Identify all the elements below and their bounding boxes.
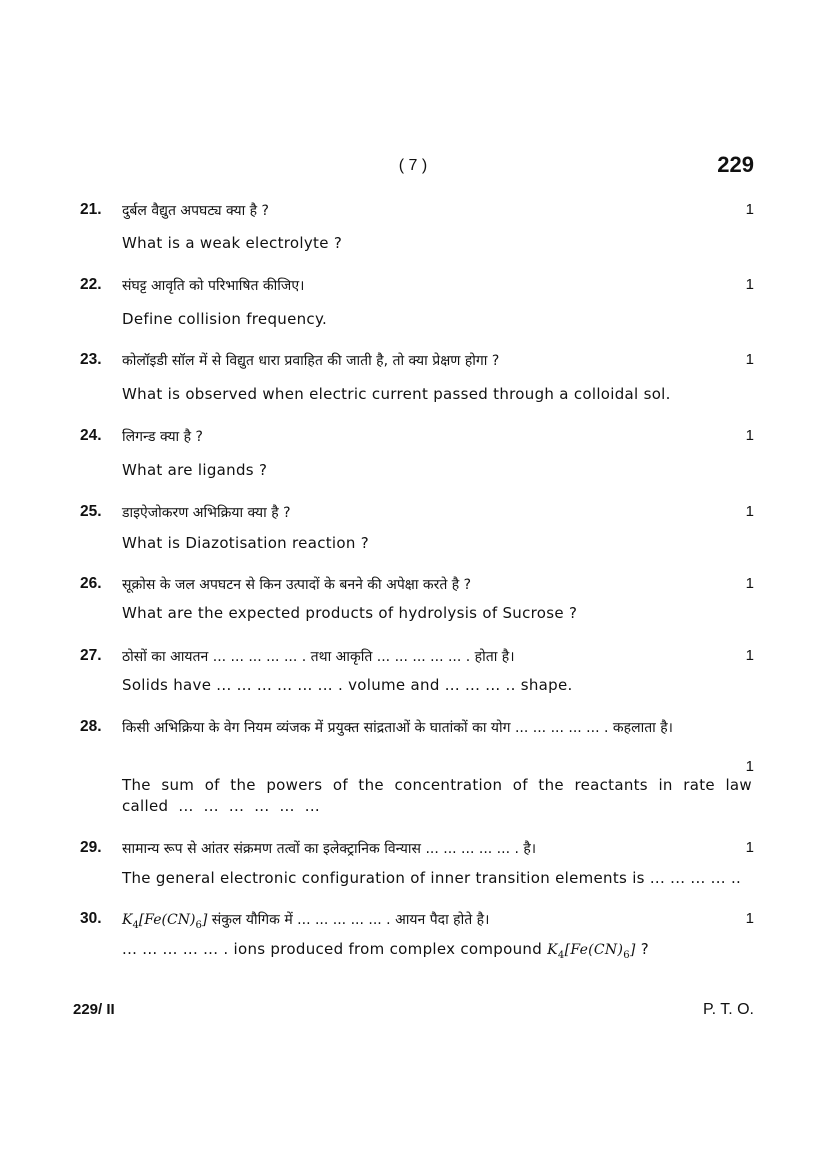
question-english: Solids have ... ... ... ... ... ... . volume and ... ... ... .. shape. — [122, 676, 573, 694]
question-english: What is Diazotisation reaction ? — [122, 534, 370, 552]
question-marks: 1 — [745, 201, 754, 218]
question-marks: 1 — [745, 575, 754, 592]
question-hindi: कोलॉइडी सॉल में से विद्युत धारा प्रवाहित की जाती है, तो क्या प्रेक्षण होगा ? — [122, 353, 500, 369]
question-hindi: संघट्ट आवृति को परिभाषित कीजिए। — [122, 278, 305, 294]
question-number: 25. — [80, 503, 102, 520]
question-english-line — [122, 940, 752, 961]
question-english: What are the expected products of hydrolysis of Sucrose ? — [122, 604, 578, 622]
chemical-formula: $K_4[Fe(CN)_6]$ — [122, 912, 208, 931]
question-english: What are ligands ? — [122, 461, 268, 479]
question-hindi: ठोसों का आयतन ... ... ... ... ... . तथा आकृति ... ... ... ... ... . होता है। — [122, 649, 515, 665]
question-marks: 1 — [745, 351, 754, 368]
question-english: What is observed when electric current passed through a colloidal sol. — [122, 385, 671, 403]
question-english: The general electronic configuration of inner transition elements is ... ... ... ... .. — [122, 869, 742, 887]
question-hindi: सामान्य रूप से आंतर संक्रमण तत्वों का इलेक्ट्रानिक विन्यास ... ... ... ... ... . है। — [122, 841, 537, 857]
question-marks: 1 — [745, 503, 754, 520]
question-marks: 1 — [745, 910, 754, 927]
question-number: 24. — [80, 427, 102, 444]
question-number: 26. — [80, 575, 102, 592]
footer-code: 229/ II — [73, 1001, 115, 1018]
question-hindi: डाइऐजोकरण अभिक्रिया क्या है ? — [122, 505, 291, 521]
question-number: 27. — [80, 647, 102, 664]
question-number: 29. — [80, 839, 102, 856]
question-mark: ? — [640, 940, 650, 958]
question-hindi: संकुल यौगिक में ... ... ... ... ... . आयन पैदा होते है। — [211, 912, 490, 928]
question-marks: 1 — [745, 276, 754, 293]
question-english: The sum of the powers of the concentration of the reactants in rate law called ... ... ... ... ... ... — [122, 776, 752, 815]
question-hindi-line — [122, 910, 702, 931]
question-hindi: लिगन्ड क्या है ? — [122, 429, 203, 445]
question-number: 21. — [80, 201, 102, 218]
question-number: 28. — [80, 718, 102, 735]
question-english: Define collision frequency. — [122, 310, 328, 328]
page-number: ( 7 ) — [398, 157, 428, 174]
question-number: 22. — [80, 276, 102, 293]
question-number: 23. — [80, 351, 102, 368]
question-marks: 1 — [745, 427, 754, 444]
question-marks: 1 — [745, 839, 754, 856]
question-hindi: सूक्रोस के जल अपघटन से किन उत्पादों के बनने की अपेक्षा करते है ? — [122, 577, 472, 593]
question-hindi: किसी अभिक्रिया के वेग नियम व्यंजक में प्रयुक्त सांद्रताओं के घातांकों का योग ... ... ... ... ... . कहलाता है। — [122, 720, 673, 736]
question-number: 30. — [80, 910, 102, 927]
question-english: What is a weak electrolyte ? — [122, 234, 343, 252]
chemical-formula: $K_4[Fe(CN)_6]$ — [547, 942, 636, 961]
footer-pto: P. T. O. — [703, 1001, 754, 1018]
question-hindi: दुर्बल वैद्युत अपघट्य क्या है ? — [122, 203, 269, 219]
question-english: ... ... ... ... ... . ions produced from complex compound — [122, 940, 543, 958]
question-marks: 1 — [745, 758, 754, 775]
paper-code: 229 — [717, 152, 754, 177]
question-marks: 1 — [745, 647, 754, 664]
